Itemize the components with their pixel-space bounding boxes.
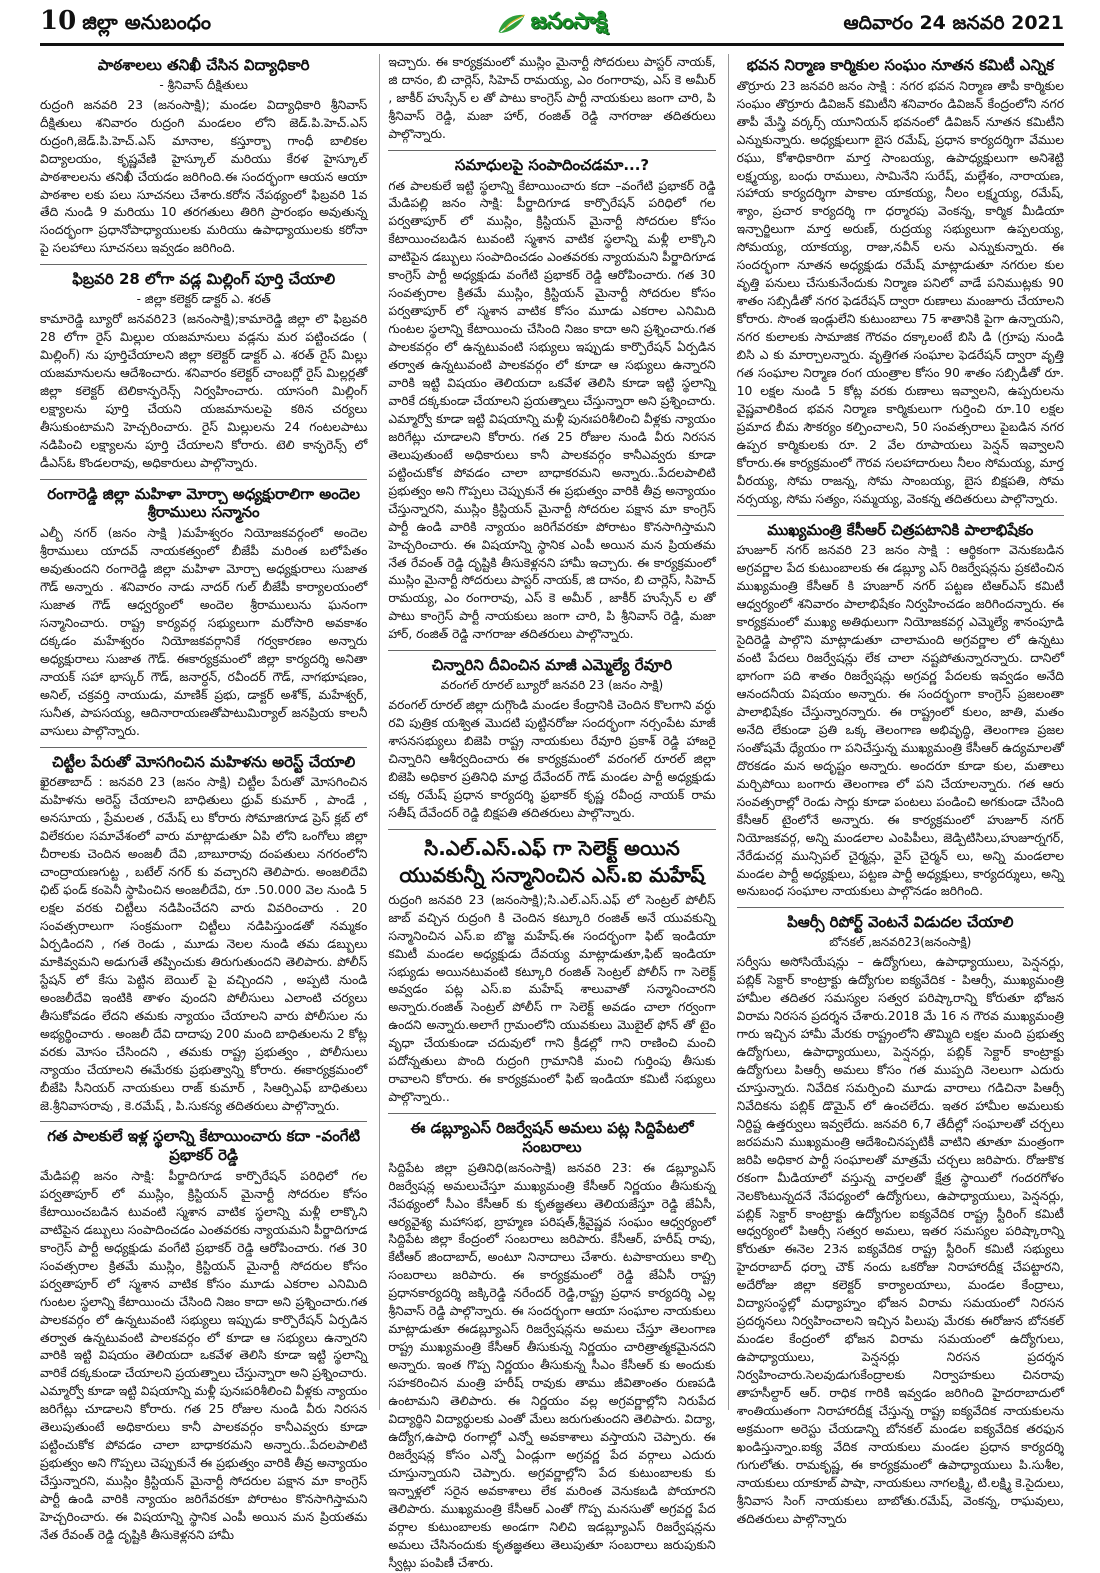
article — [737, 521, 1064, 902]
article-body: ఖైరతాబాద్ : జనవరి 23 (జనం సాక్షి) చిట్టీల పేరుతో మోసగించిన మహిళను అరెస్ట్ చేయాలని బాధితులు ధ్రువ్ కుమార్ , పాండే , అనసూయ , ప్రేమలత , రమేష్ లు కోరారు సోమాజిగూడ ప్రెస్ క్లబ్ లో విలేకరుల సమావేశంలో వారు మాట్లాడుతూ ఏపి లోని ఒంగోలు జిల్లా చీరాలకు చెందిన అంజలీ దేవి ,బాబూరావు దంపతులు నగరంలోని చాంద్రాయణగుట్ట , బటేల్ నగర్ కు వచ్చారని తెలిపారు. అంజలిదేవి ఛిట్ ఫండ్ కంపెనీ స్థాపించిన అంజలీదేవి, రూ .50.000 వెల నుండి 5 లక్షల వరకు చిట్టీలు నడిపించేదని వారు వివరించారు . 20 సంవత్సరాలుగా సంక్రమంగా చిట్టీలు నడిపిస్తుండతో నమ్మకం ఏర్పడిందని , గత రెండు , మూడు నెలల నుండి తమ డబ్బులు మాకివ్వమని అడుగుతే తప్పించుకు తిరుగుతుందని తెలిపారు. పోలీస్ స్టేషన్ లో కేసు పెట్టిన బెయిల్ పై వచ్చిందని , అప్పటి నుండి అంజలీదేవి ఇంటికి తాళం వుందని పోలీసులు ఎలాంటి చర్యలు తీసుకోవడం లేదని తమకు న్యాయం చేయాలని వారు పోలీసుల ను అభ్యర్థించారు . అంజలీ దేవి దాదాపు 200 మంది బాధితులను 2 కోట్ల వరకు మోసం చేసిందని , తమకు రాష్ట్ర ప్రభుత్వం , పోలీసులు న్యాయం చేయాలని ఈమేరకు ప్రభుత్వాన్ని కోరారు. ఈకార్యక్రమంలో బీజేపి సీనియర్ నాయకులు రాజ్ కుమార్ , సిఆర్పిఎఫ్ బాధితులు జె.శ్రీనివాసరావు , కె.రమేష్ , పి.సుకన్య తదితరులు పాల్గొన్నారు. — [40, 775, 368, 1113]
article-headline: రంగారెడ్డి జిల్లా మహిళా మోర్చా అధ్యక్షురాలిగా అందెల శ్రీరాములు సన్మానం — [47, 484, 361, 522]
article-headline: సమాధులపై సంపాదించడమా...? — [454, 155, 650, 174]
article-byline: - జిల్లా కలెక్టర్ డాక్టర్ ఎ. శరత్ — [136, 292, 271, 307]
masthead-logo — [497, 9, 608, 39]
page-header-left — [40, 6, 211, 39]
article-headline: సి.ఎల్.ఎస్.ఎఫ్ గా సెలెక్ట్ అయిన యువకున్నీ సన్మానించిన ఎస్.ఐ మహేష్ — [399, 835, 705, 887]
article-headline: భవన నిర్మాణ కార్మికుల సంఘం నూతన కమిటీ ఎన్నిక — [746, 56, 1054, 74]
article — [388, 1119, 715, 1572]
article-body: రుద్రంగి జనవరి 23 (జనంసాక్షి); మండల విద్యాధికారి శ్రీనివాస్ దీక్షితులు శనివారం రుద్రంగి మండలం లోని జెడ్.పి.హెచ్.ఎస్ రుద్రంగి,జెడ్.పి.హెచ్.ఎస్ మానాల, కస్తూర్బా గాంధీ బాలికల విద్యాలయం, కృష్ణవేణి హైస్కూల్ మరియు కేరళ హైస్కూల్ పాఠశాలలను తనిఖీ చేయడం జరిగింది.ఈ సందర్భంగా ఆయన ఆయా పాఠశాల లకు పలు సూచనలు చేశారు.కరోన నేపథ్యంలో ఫిబ్రవరి 1వ తేది నుండి 9 మరియు 10 తరగతులు తిరిగి ప్రారంభం అవుతున్న సందర్భంగా ప్రధానోపాధ్యాయులకు మరియు ఉపాధ్యాయులకు కరోనా పై సలహాలు సూచనలు ఇవ్వడం జరిగింది. — [40, 97, 368, 256]
article — [40, 1127, 367, 1545]
leaf-logo-icon — [497, 12, 527, 36]
article — [40, 485, 367, 741]
article-columns — [40, 46, 1064, 1570]
article-divider — [388, 650, 715, 651]
article-divider — [40, 479, 367, 480]
article-body: సర్వీసు అసోసియేషన్లు – ఉద్యోగులు, ఉపాధ్యాయులు, పెన్షనర్లు, పబ్లిక్ సెక్టార్ కాంట్రాక్టు ఉద్యోగుల ఐక్యవేదిక - పిఆర్సీ, ముఖ్యమంత్రి హామీల తదితర సమస్యల సత్వర పరిష్కారాన్ని కోరుతూ భోజన విరామ నిరసన ప్రదర్శన చేశారు.2018 మే 16 న గౌరవ ముఖ్యమంత్రి గారు ఇచ్చిన హామీ మేరకు రాష్ట్రంలోని తొమ్మిది లక్షల మంది ప్రభుత్వ ఉద్యోగులు, ఉపాధ్యాయులు, పెన్షనర్లు, పబ్లిక్ సెక్టార్ కాంట్రాక్టు ఉద్యోగులు పిఆర్సీ అమలు కోసం గత ముప్పది నెలలుగా ఎదురు చూస్తున్నారు. నివేదిక సమర్పించి మూడు వారాలు గడిచినా పిఆర్సీ నివేదికను పబ్లిక్ డొమైన్ లో ఉంచలేదు. ఇతర హామీల అమలుకు నిర్దిష్ట ఉత్తర్వులు ఇవ్వలేదు. జనవరి 6,7 తేదీల్లో సంఘాలతో చర్చలు జరపమని ముఖ్యమంత్రి ఆదేశించినప్పటికీ వాటిని తూతూ మంత్రంగా జరిపి అధికార పార్టీ సంఘాలతో మాత్రమే చర్చలు జరిపారు. రోజుకొక రకంగా మీడియాలో వస్తున్న వార్తలతో క్షేత్ర స్థాయిలో గందరగోళం నెలకొంటున్నదనే నేపధ్యంలో ఉద్యోగులు, ఉపాధ్యాయులు, పెన్షనర్లు, పబ్లిక్ సెక్టార్ కాంట్రాక్టు ఉద్యోగుల ఐక్యవేదిక రాష్ట్ర స్టీరింగ్ కమిటీ ఆధ్వర్యంలో పిఆర్సీ సత్వర అమలు, ఇతర సమస్యల పరిష్కారాన్ని కోరుతూ ఈనెల 23న ఐక్యవేదిక రాష్ట్ర స్టీరింగ్ కమిటీ సభ్యులు హైదరాబాద్ ధర్నా చౌక్ నందు ఒకరోజు నిరాహారదీక్ష చేపట్టారని, అదేరోజు జిల్లా కలెక్టర్ కార్యాలయాలు, మండల కేంద్రాలు, విద్యాసంస్థల్లో మధ్యాహ్నం భోజన విరామ సమయంలో నిరసన ప్రదర్శనలు నిర్వహించాలని ఇచ్చిన పిలుపు మేరకు ఈరోజున బోనకల్ మండల కేంద్రంలో భోజన విరామ సమయంలో ఉద్యోగులు, ఉపాధ్యాయులు, పెన్షనర్లు నిరసన ప్రదర్శన నిర్వహించారు.సెలవుడుగుకేంద్రాలకు నిర్వాహకులు చినరావు తాహసీల్దార్ ఆర్. రాధిక గారికి ఇవ్వడం జరిగింది హైదరాబాదులో శాంతియుతంగా నిరాహారదీక్ష చేస్తున్న రాష్ట్ర ఐక్యవేదిక నాయకులను అక్రమంగా అరెస్టు చేయడాన్ని బోనకల్ మండల ఐక్యవేదిక తరఫున ఖండిస్తున్నాం.ఐక్య వేదిక నాయకులు మండల ప్రధాన కార్యదర్శి గుగులోతు. రామకృష్ణ, ఈ కార్యక్రమంలో ఉపాధ్యాయులు పి.సుశీల, నాయకులు యాకూబ్ పాషా, నాయకులు నాగలక్ష్మి, టి.లక్ష్మి కె.సైదులు, శ్రీనివాస సింగ్ నాయకులు బాబోతు.రమేష్, వెంకన్న, రాఘవులు, తదితరులు పాల్గొన్నారు — [736, 955, 1064, 1526]
article — [40, 753, 367, 1116]
article — [737, 913, 1064, 1528]
article-body: రుద్రంగి జనవరి 23 (జనంసాక్షి);సి.ఎల్.ఎస్.ఎఫ్ లో సెంట్రల్ పోలీస్ జాబ్ వచ్చిన రుద్రంగి కి చెందిన కట్కూరి రంజిత్ అనే యువకున్ని సన్మానించిన ఎస్.ఐ బొజ్జ మహేష్.ఈ సందర్భంగా ఫిట్ ఇండియా కమిటీ మండల అధ్యక్షుడు దేవయ్య మాట్లాడుతూ,ఫిట్ ఇండియా సభ్యుడు అయినటువంటి కట్కూరి రంజిత్ సెంట్రల్ పోలీస్ గా సెలెక్ట్ అవ్వడం పట్ల ఎస్.ఐ మహేష్ శాలువాతో సన్మానించారని అన్నారు.రంజిత్ సెంట్రల్ పోలీస్ గా సెలెక్ట్ అవడం చాలా గర్వంగా ఉందని అన్నారు.అలాగే గ్రామంలోని యువకులు మొబైల్ ఫోన్ తో టైం వృధా చేయకుండా చదువులో గాని క్రీడల్లో గాని రాణించి మంచి పదోన్నతులు పొంది రుద్రంగి గ్రామానికి మంచి గుర్తింపు తీసుకు రావాలని కోరారు. ఈ కార్యక్రమంలో ఫిట్ ఇండియా కమిటీ సభ్యులు పాల్గొన్నారు.. — [388, 892, 716, 1105]
article-body: సిద్దిపేట జిల్లా ప్రతినిధి(జనంసాక్షి) జనవరి 23: ఈ డబ్ల్యూఎస్ రిజర్వేషన్ల అమలుచేస్తూ ముఖ్యమంత్రి కేసీఆర్ నిర్ణయం తీసుకున్న నేపథ్యంలో సీఎం కేసీఆర్ కు కృతజ్ఞతలు తెలియజేస్తూ రెడ్డి జేఏసీ, ఆర్యవైశ్య మహాసభ, బ్రాహ్మణ పరిషత్,శ్రీవైష్ణవ సంఘం ఆధ్వర్యంలో సిద్దిపేట జిల్లా కేంద్రంలో సంబరాలు జరిపారు. కేసీఆర్, హరీష్ రావు, కేటీఆర్ జిందాబాద్, అంటూ నినాదాలు చేశారు. టపాకాయలు కాల్చి సంబరాలు జరిపారు. ఈ కార్యక్రమంలో రెడ్డి జేఏసీ రాష్ట్ర ప్రధానకార్యదర్శి జక్కిరెడ్డి నరేందర్ రెడ్డి,రాష్ట్ర ప్రధాన కార్యదర్శి ఎల్ల శ్రీనివాస్ రెడ్డి పాల్గొన్నారు. ఈ సందర్భంగా ఆయా సంఘాల నాయకులు మాట్లాడుతూ ఈడబ్ల్యూఎస్ రిజర్వేషన్లను అమలు చేస్తూ తెలంగాణ రాష్ట్ర ముఖ్యమంత్రి కేసీఆర్ తీసుకున్న నిర్ణయం చారిత్రాత్మకమైనదని అన్నారు. ఇంత గొప్ప నిర్ణయం తీసుకున్న సీఎం కేసీఆర్ కు అందుకు సహకరించిన మంత్రి హరీష్ రావుకు తాము జీవితాంతం రుణపడి ఉంటామని తెలిపారు. ఈ నిర్ణయం వల్ల అగ్రవర్ణాల్లోని నిరుపేద విద్యార్థిని విద్యార్థులకు ఎంతో మేలు జరుగుతుందని తెలిపారు. విద్యా, ఉద్యోగ,ఉపాధి రంగాల్లో ఎన్నో అవకాశాలు వస్తాయని చెప్పారు. ఈ రిజర్వేషన్ల కోసం ఎన్నో ఏండ్లుగా అగ్రవర్ణ పేద వర్గాలు ఎదురు చూస్తున్నాయని చెప్పారు. అగ్రవర్ణాల్లోని పేద కుటుంబాలకు కు ఇన్నాళ్లలో సరైన అవకాశాలు లేక మరింత వెనుకబడి పోయారని తెలిపారు. ముఖ్యమంత్రి కేసీఆర్ ఎంతో గొప్ప మనసుతో అగ్రవర్ణ పేద వర్గాల కుటుంబాలకు అండగా నిలిచి ఇడబ్ల్యూఎస్ రిజర్వేషన్లను అమలు చేసినందుకు కృతజ్ఞతలు తెలుపుతూ సంబరాలు జరుపుకుని స్వీట్లు పంపిణీ చేశారు. — [388, 1160, 716, 1570]
masthead-title: జనంసాక్షి — [530, 9, 608, 34]
article — [40, 56, 367, 258]
article-divider — [40, 1121, 367, 1122]
column-left — [40, 54, 368, 1543]
issue-date: ఆదివారం 24 జనవరి 2021 — [843, 12, 1064, 34]
article — [388, 835, 715, 1107]
article — [40, 270, 367, 472]
article — [737, 56, 1064, 509]
article-divider — [388, 829, 715, 830]
article-divider — [388, 150, 715, 151]
article-headline: ఈ డబ్ల్యూఎస్ రిజర్వేషన్ అమలు పట్ల సిద్దిపేటలో సంబరాలు — [410, 1119, 694, 1156]
article-byline: బోనకల్ ,జనవరి23(జనంసాక్షి) — [829, 935, 972, 950]
page-number: 10 — [40, 6, 77, 36]
article-headline: గత పాలకులే ఇళ్ల స్థలాన్ని కేటాయించారు కదా -వంగేటి ప్రభాకర్ రెడ్డి — [47, 1127, 361, 1165]
article-body: తొర్రూరు 23 జనవరి జనం సాక్షి : నగర భవన నిర్మాణ తాపీ కార్మికుల సంఘం తొర్రూరు డివిజన్ కమిటీని శనివారం డివిజన్ కేంద్రంలోని నగర తాపీ మేస్త్రి వర్కర్స్ యూనియన్ భవనంలో డివిజన్ నూతన కమిటీని ఎన్నుకున్నారు. అధ్యక్షులుగా బైస రమేష్, ప్రధాన కార్యదర్శిగా వేముల రఘు, కోశాధికారిగా మార్త సాంబయ్య, ఉపాధ్యక్షులుగా అనిశెట్టి లక్ష్మయ్య, బంధు రాములు, సామినేని సురేష్, మల్లేశం, నారాయణ, సహాయ కార్యదర్శిగా పాకాల యాకయ్య, నీలం లక్ష్మయ్య, రమేష్, శ్యాం, ప్రచార కార్యదర్శి గా ధర్మారపు వెంకన్న, కార్మిక మీడియా ఇన్చార్జిలుగా మార్త అరుణ్, రుద్రయ్య సభ్యులుగా ఉప్పలయ్య, సోమయ్య, యాకయ్య, రాజు,నవీన్ లను ఎన్నుకున్నారు. ఈ సందర్భంగా నూతన అధ్యక్షుడు రమేష్ మాట్లాడుతూ నగరుల కుల వృత్తి పనులు చేసుకునేందుకు నిర్మాణ పనిలో వాడే పనిముట్లకు 90 శాతం సబ్సిడీతో నగర ఫెడరేషన్ ద్వారా రుణాలు మంజూరు చేయాలని కోరారు. సొంత ఇండ్లులేని కుటుంబాలు 75 శాతానికి పైగా ఉన్నాయని, నగర కులాలకు సామాజిక గౌరవం దక్కాలంటే బిసి డి (గ్రూపు నుండి బిసి ఎ కు మార్చాలన్నారు. వృత్తిగత సంఘాల ఫెడరేషన్ ద్వారా వృత్తి గత సంఘాల నిర్మాణ రంగ యంత్రాల కోసం 90 శాతం సబ్సిడీతో రూ. 10 లక్షల నుండి 5 కోట్ల వరకు రుణాలు ఇవ్వాలని, ఉప్పరులను వైష్ణవాలికింద భవన నిర్మాణ కార్మికులుగా గుర్తించి రూ.10 లక్షల ప్రమాద బీమ సౌకర్యం కల్పించాలని, 50 సంవత్సరాలు పైబడిన నగర ఉప్పర కార్మికులకు రూ. 2 వేల రూపాయలు పెన్షన్ ఇవ్వాలని కోరారు.ఈ కార్యక్రమంలో గౌరవ సలహాదారులు నీలం సోమయ్య, మార్త వీరయ్య, సోమ రాజన్న, సోమ సాంబయ్య, బైస బిక్షపతి, సోమ నర్సయ్య, సోమ సత్యం, సమ్మయ్య, వెంకన్న తదితరులు పాల్గొన్నారు. — [736, 78, 1064, 506]
article-headline: పాఠశాలలు తనిఖీ చేసిన విద్యాధికారి — [97, 56, 310, 74]
article-body: కామారెడ్డి బ్యూరో జనవరి23 (జనంసాక్షి);కామారెడ్డి జిల్లా లొ ఫిబ్రవరి 28 లోగా రైస్ మిల్లుల యజమానులు వడ్లను మర పట్టించడం ( మిల్లింగ్) ను పూర్తిచేయాలని జిల్లా కలెక్టర్ డాక్టర్ ఎ. శరత్ రైస్ మిల్లు యజమానులను ఆదేశించారు. శనివారం కలెక్టర్ చాంబర్లో రైస్ మిల్లర్లతో జిల్లా కలెక్టర్ టెలికాన్ఫరెన్స్ నిర్వహించారు. యాసంగి మిల్లింగ్ లక్ష్యాలను పూర్తి చేయని యజమానులపై కఠిన చర్యలు తీసుకుంటామని హెచ్చరించారు. రైస్ మిల్లులను 24 గంటలపాటు నడిపించి లక్ష్యాలను పూర్తి చేయాలని కోరారు. టెలి కాన్ఫరెన్స్ లో డీఎస్ఓ కొండలరావు, అధికారులు పాల్గొన్నారు. — [40, 312, 368, 470]
article-body: వరంగల్ రూరల్ జిల్లా దుగ్గొండి మండల కేంద్రానికి చెందిన కొలగాని వర్ధు రవి పుత్రిక యశ్విత మొదటి పుట్టినరోజు సందర్భంగా నర్సంపేట మాజీ శాసనసభ్యులు బిజెపి రాష్ట్ర నాయకులు రేవూరి ప్రకాశ్ రెడ్డి హాజరై చిన్నారిని ఆశీర్వదించారు ఈ కార్యక్రమంలో వరంగల్ రూరల్ జిల్లా బిజెపి అధికార ప్రతినిధి మాధ్ర దేవేందర్ గౌడ్ మండల పార్టీ అధ్యక్షుడు చక్క రమేష్ ప్రధాన కార్యదర్శి ఫ్రభాకర్ కృష్ణ రవీంద్ర నాయక్ రామ సతీష్ దేవేందర్ రెడ్డి బిక్షపతి తదితరులు పాల్గొన్నారు. — [388, 698, 716, 820]
article — [388, 656, 715, 822]
article-headline: ఫిబ్రవరి 28 లోగా వడ్ల మిల్లింగ్ పూర్తి చేయాలి — [72, 270, 336, 289]
article-headline: ముఖ్యమంత్రి కేసీఆర్ చిత్రపటానికి పాలాభిషేకం — [767, 520, 1034, 539]
article-divider — [40, 747, 367, 748]
article-divider — [737, 515, 1064, 516]
article-divider — [388, 1113, 715, 1114]
article-body: గత పాలకులే ఇట్టి స్థలాన్ని కేటాయించారు కదా –వంగేటి ప్రభాకర్ రెడ్డి మేడిపల్లి జనం సాక్షి: పీర్జాదిగూడ కార్పొరేషన్ పరిధిలో గల పర్వతాపూర్ లో ముస్లిం, క్రిస్టియన్ మైనార్టీ సోదరుల కోసం కేటాయించబడిన టువంటి స్మశాన వాటిక స్థలాన్ని మళ్లీ లాక్కొని వాటిపైన డబ్బులు సంపాదించడం ఎంతవరకు న్యాయమని పీర్జాదిగూడ కాంగ్రెస్ పార్టీ అధ్యక్షుడు వంగేటి ప్రభాకర్ రెడ్డి ఆరోపించారు. గత 30 సంవత్సరాల క్రితమే ముస్లిం, క్రిస్టియన్ మైనార్టీ సోదరుల కోసం పర్వతాపూర్ లో స్మశాన వాటిక కోసం మూడు ఎకరాల ఎనిమిది గుంటల స్థలాన్ని కేటాయించు చేసింది నిజం కాదా అని ప్రశ్నించారు.గత పాలకవర్గం లో ఉన్నటువంటి సభ్యులు ఇప్పుడు కార్పొరేషన్ ఏర్పడిన తర్వాత ఉన్నటువంటి పాలకవర్గం లో కూడా ఆ సభ్యులు ఉన్నారని వారికి ఇట్టి విషయం తెలియదా ఒకవేళ తెలిసి కూడా ఇట్టి స్థలాన్ని వారికే దక్కకుండా చేయాలని ప్రయత్నాలు చేస్తున్నారా అని ప్రశ్నించారు. ఎమ్మార్వో కూడా ఇట్టి విషయాన్ని మళ్లీ పునఃపరిశీలించి వీళ్లకు న్యాయం జరిగేట్లు చూడాలని కోరారు. గత 25 రోజుల నుండి వీరు నిరసన తెలుపుతుంటే అధికారులు కానీ పాలకవర్గం కానీఎవ్వరు కూడా పట్టించుకోక పోవడం చాలా బాధాకరమని అన్నారు..పేదలపాలిటి ప్రభుత్వం అని గొప్పలు చెప్పుకునే ఈ ప్రభుత్వం వారికి తీవ్ర అన్యాయం చేస్తున్నారని, ముస్లిం క్రిస్టియన్ మైనార్టీ సోదరుల పక్షాన మా కాంగ్రెస్ పార్టీ ఉండి వారికి న్యాయం జరిగేవరకూ పోరాటం కొనసాగిస్తామని హెచ్చరించారు. ఈ విషయాన్ని స్థానిక ఎంపీ అయిన మన ప్రియతమ నేత రేవంత్ రెడ్డి దృష్టికి తీసుకెళ్లనని హామీ ఇచ్చారు. ఈ కార్యక్రమంలో ముస్లిం మైనార్టీ సోదరులు పాస్టర్ నాయక్, జి దానం, బి చార్లెస్, సిహెచ్ రామయ్య, ఎం రంగారావు, ఎస్ కె అమీర్ , జాకీర్ హుస్సేన్ ల తో పాటు కాంగ్రెస్ పార్టీ నాయకులు జంగా చారి, పి శ్రీనివాస్ రెడ్డి, మజా హార్, రంజిత్ రెడ్డి నాగరాజు తదితరులు పాల్గొన్నారు. — [388, 178, 716, 642]
column-middle — [379, 54, 716, 1570]
article-body: ఇచ్చారు. ఈ కార్యక్రమంలో ముస్లిం మైనార్టీ సోదరులు పాస్టర్ నాయక్, జి దానం, బి చార్లెస్, సిహెచ్ రామయ్య, ఎం రంగారావు, ఎస్ కె అమీర్ , జాకీర్ హుస్సేన్ ల తో పాటు కాంగ్రెస్ పార్టీ నాయకులు జంగా చారి, పి శ్రీనివాస్ రెడ్డి, మజా హార్, రంజిత్ రెడ్డి నాగరాజు తదితరులు పాల్గొన్నారు. — [388, 55, 716, 141]
article-body: మేడిపల్లి జనం సాక్షి: పీర్జాదిగూడ కార్పొరేషన్ పరిధిలో గల పర్వతాపూర్ లో ముస్లిం, క్రిస్టియన్ మైనార్టీ సోదరుల కోసం కేటాయించబడిన టువంటి స్మశాన వాటిక స్థలాన్ని మళ్లీ లాక్కొని వాటిపైన డబ్బులు సంపాదించడం ఎంతవరకు న్యాయమని పీర్జాదిగూడ కాంగ్రెస్ పార్టీ అధ్యక్షుడు వంగేటి ప్రభాకర్ రెడ్డి ఆరోపించారు. గత 30 సంవత్సరాల క్రితమే ముస్లిం, క్రిస్టియన్ మైనార్టీ సోదరుల కోసం పర్వతాపూర్ లో స్మశాన వాటిక కోసం మూడు ఎకరాల ఎనిమిది గుంటల స్థలాన్ని కేటాయించు చేసింది నిజం కాదా అని ప్రశ్నించారు.గత పాలకవర్గం లో ఉన్నటువంటి సభ్యులు ఇప్పుడు కార్పొరేషన్ ఏర్పడిన తర్వాత ఉన్నటువంటి పాలకవర్గం లో కూడా ఆ సభ్యులు ఉన్నారని వారికి ఇట్టి విషయం తెలియదా ఒకవేళ తెలిసి కూడా ఇట్టి స్థలాన్ని వారికే దక్కకుండా చేయాలని ప్రయత్నాలు చేస్తున్నారా అని ప్రశ్నించారు. ఎమ్మార్వో కూడా ఇట్టి విషయాన్ని మళ్లీ పునఃపరిశీలించి వీళ్లకు న్యాయం జరిగేట్లు చూడాలని కోరారు. గత 25 రోజుల నుండి వీరు నిరసన తెలుపుతుంటే అధికారులు కానీ పాలకవర్గం కానీఎవ్వరు కూడా పట్టించుకోక పోవడం చాలా బాధాకరమని అన్నారు..పేదలపాలిటి ప్రభుత్వం అని గొప్పలు చెప్పుకునే ఈ ప్రభుత్వం వారికి తీవ్ర అన్యాయం చేస్తున్నారని, ముస్లిం క్రిస్టియన్ మైనార్టీ సోదరుల పక్షాన మా కాంగ్రెస్ పార్టీ ఉండి వారికి న్యాయం జరిగేవరకూ పోరాటం కొనసాగిస్తామని హెచ్చరించారు. ఈ విషయాన్ని స్థానిక ఎంపీ అయిన మన ప్రియతమ నేత రేవంత్ రెడ్డి దృష్టికి తీసుకెళ్లనని హామీ — [40, 1168, 368, 1543]
article-divider — [40, 264, 367, 265]
article-byline: - శ్రీనివాస్ దీక్షితులు — [159, 77, 248, 92]
article — [388, 156, 715, 645]
section-name: జిల్లా అనుబంధం — [82, 10, 212, 34]
article-body: ఎల్బీ నగర్ (జనం సాక్షి )మహేశ్వరం నియోజకవర్గంలో అందెల శ్రీరాములు యాదవ్ నాయకత్వంలో బీజేపీ మరింత బలోపేతం అవుతుందని రంగారెడ్డి జిల్లా మహిళా మోర్చా అధ్యక్షురాలు సుజాత గౌడ్ అన్నారు . శనివారం నాడు నాదర్ గుల్ బీజేపీ కార్యాలయంలో సుజాత గౌడ్ ఆధ్వర్యంలో అందెల శ్రీరాములును ఘనంగా సన్మానించారు. రాష్ట్ర కార్యవర్గ సభ్యులుగా మరోసారి అవకాశం దక్కడం మహేశ్వరం నియోజకవర్గానికే గర్వకారణం అన్నారు అధ్యక్షురాలు సుజాత గౌడ్. ఈకార్యక్రమంలో జిల్లా కార్యదర్శి అనితా నాయక్ సహా భాస్కర్ గౌడ్, జనార్ధన్, రవీందర్ గౌడ్, నాగభూషణం, అనిల్, చక్రవర్తి నాయుడు, మాణిక్ ప్రభు, డాక్టర్ అశోక్, మహేశ్వర్, సునీత, పాపసయ్య, ఆదినారాయణతోపాటుమిర్యాల్ జనప్రియ కాలనీ వాసులు పాల్గొన్నారు. — [40, 526, 368, 738]
article-headline: పిఆర్సీ రిపోర్ట్ వెంటనే విడుదల చేయాలి — [787, 913, 1014, 932]
article-divider — [737, 907, 1064, 908]
column-right — [728, 54, 1064, 1526]
article — [388, 54, 715, 144]
article-headline: చిన్నారిని దీవించిన మాజీ ఎమ్మెల్యే రేవూరి — [431, 656, 673, 675]
article-body: హుజూర్ నగర్ జనవరి 23 జనం సాక్షి : ఆర్థికంగా వెనుకబడిన అగ్రవర్ణాల పేద కుటుంబాలకు ఈ డబ్ల్యూ ఎస్ రిజర్వేషన్లను ప్రకటించిన ముఖ్యమంత్రి కేసీఆర్ కి హుజూర్ నగర్ పట్టణ టిఆర్ఎస్ కమిటీ ఆధ్వర్యంలో శనివారం పాలాభిషేకం నిర్వహించడం జరిగిందన్నారు. ఈ కార్యక్రమంలో ముఖ్య అతిథులుగా నియోజకవర్గ ఎమ్మెల్యే శానంపూడి సైదిరెడ్డి పాల్గొని మాట్లాడుతూ చాలామంది అగ్రవర్ణాల లో ఉన్నటు వంటి పేదలు రిజర్వేషన్లు లేక చాలా నష్టపోతున్నారన్నారు. దానిలో భాగంగా పది శాతం రిజర్వేషన్లు అగ్రవర్ణ పేదలకు ఇవ్వడం అనేది ఆనందనీయ విషయం అన్నారు. ఈ సందర్భంగా కాంగ్రెస్ ప్రజలంతా పాలాభిషేకం చేస్తున్నారన్నారు. ఈ రాష్ట్రంలో కులం, జాతి, మతం అనేది లేకుండా ప్రతి ఒక్క తెలంగాణ అభివృద్ధి, తెలంగాణ ప్రజల సంతోషమే ధ్యేయం గా పనిచేస్తున్న ముఖ్యమంత్రి కేసీఆర్ ఉద్యమాలతో దొరకడం మన అదృష్టం అన్నారు. అందరూ కూడా కుల, మతాలు మర్చిపోయి బంగారు తెలంగాణ లో పని చేయాలన్నారు. గత ఆరు సంవత్సరాల్లో రెండు సార్లు కూడా పంటలు పండించి అగకుండా చేసింది కేసీఆర్ టైంలోనే అన్నారు. ఈ కార్యక్రమంలో హుజూర్ నగర్ నియోజకవర్గ, అన్ని మండలాల ఎంపిపీలు, జెడ్పిటిసిలు,హుజూర్నగర్, నేరేడుచర్ల మున్సిపల్ చైర్మన్లు, వైస్ చైర్మన్ లు, అన్ని మండలాల మండల పార్టీ అధ్యక్షులు, పట్టణ పార్టీ అధ్యక్షులు, కార్యదర్శులు, అన్ని అనుబంధ సంఘాల నాయకులు పాల్గొనడం జరిగింది. — [736, 543, 1064, 899]
article-headline: చిట్టీల పేరుతో మోసగించిన మహిళను అరెస్ట్ చేయాలి — [52, 752, 356, 771]
article-byline: వరంగల్ రూరల్ బ్యూరో జనవరి 23 (జనం సాక్షి) — [440, 678, 664, 693]
page-header — [40, 0, 1064, 46]
